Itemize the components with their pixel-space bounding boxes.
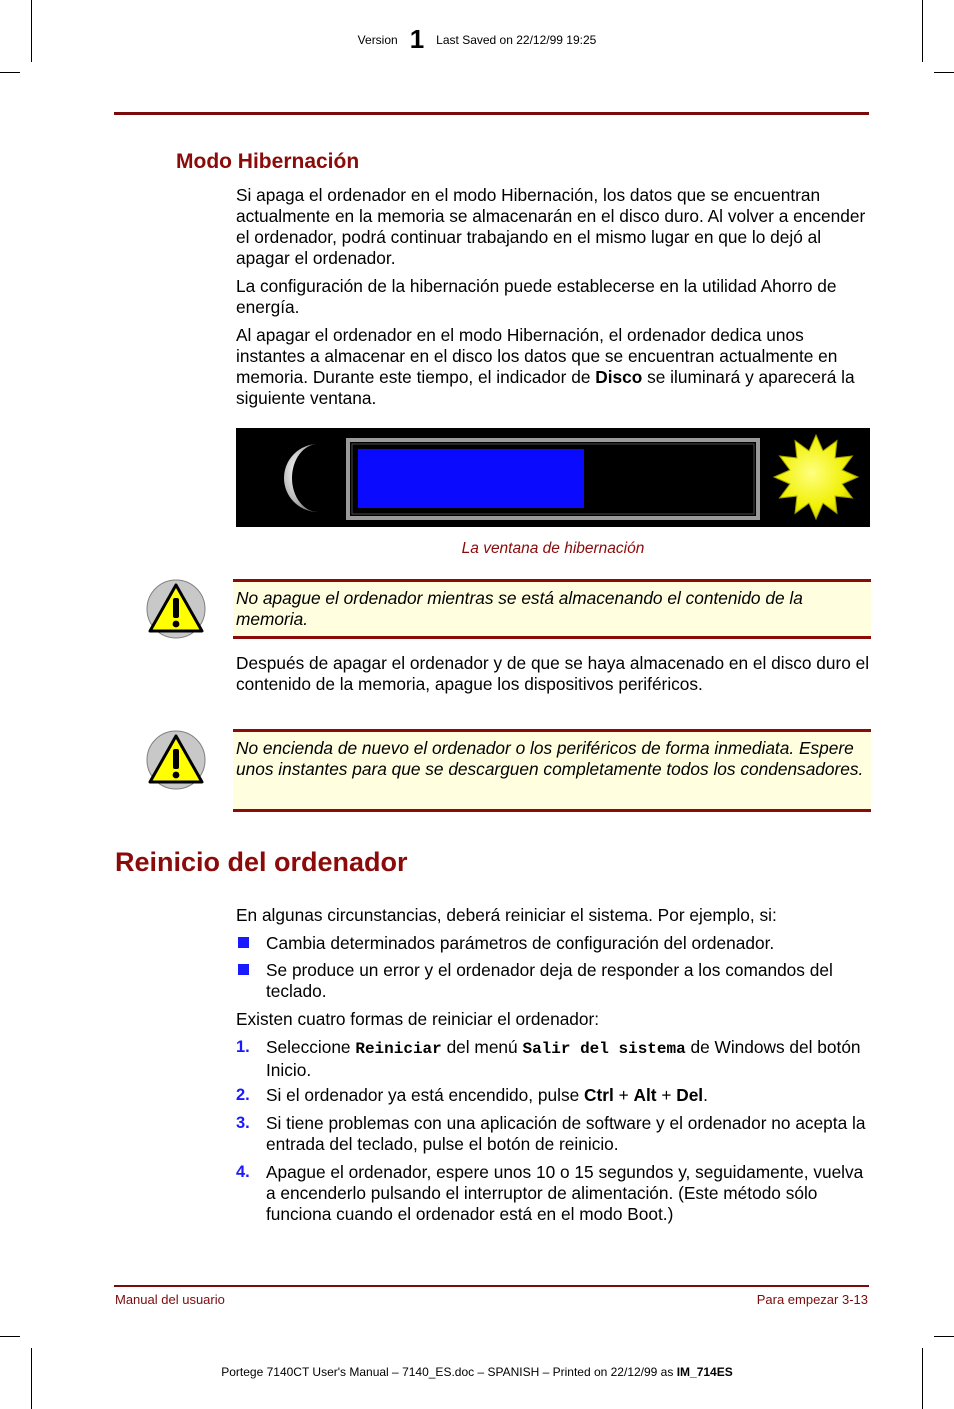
- paragraph: Existen cuatro formas de reiniciar el ordenador:: [236, 1009, 600, 1029]
- paragraph: Después de apagar el ordenador y de que se haya almacenado en el disco duro el contenido de la memoria, apague los dispositivos periféricos.: [236, 653, 870, 694]
- note-box: No encienda de nuevo el ordenador o los periféricos de forma inmediata. Espere unos instantes para que se descarguen completamente todos los condensadores.: [233, 729, 871, 812]
- header-rule: [114, 112, 869, 115]
- warning-icon: [146, 579, 206, 644]
- last-saved: Last Saved on 22/12/99 19:25: [436, 33, 597, 47]
- list-item: Cambia determinados parámetros de configuración del ordenador.: [266, 933, 775, 953]
- disk-indicator-term: Disco: [595, 367, 643, 387]
- footer-left: Manual del usuario: [115, 1292, 225, 1307]
- key-name: Ctrl: [584, 1085, 614, 1105]
- list-item: Si tiene problemas con una aplicación de software y el ordenador no acepta la entrada del teclado, pulse el botón de reinicio.: [266, 1113, 866, 1154]
- paragraph: Al apagar el ordenador en el modo Hibernación, el ordenador dedica unos instantes a almacenar en el disco los datos que se encuentran actualmente en memoria. Durante este tiempo, el indicador de Disco se iluminará y aparecerá la siguiente ventana.: [236, 325, 855, 408]
- paragraph: La configuración de la hibernación puede establecerse en la utilidad Ahorro de energía.: [236, 276, 837, 317]
- menu-command: Reiniciar: [355, 1040, 442, 1058]
- crop-mark: [0, 1336, 20, 1337]
- warning-icon: [146, 730, 206, 795]
- figure-caption: La ventana de hibernación: [461, 540, 645, 557]
- note-box: No apague el ordenador mientras se está almacenando el contenido de la memoria.: [233, 579, 871, 639]
- step-number: 3.: [236, 1114, 250, 1132]
- chapter-heading: Reinicio del ordenador: [115, 847, 408, 877]
- bullet-marker: [238, 964, 249, 975]
- list-item: Si el ordenador ya está encendido, pulse Ctrl + Alt + Del.: [266, 1085, 708, 1105]
- step-number: 1.: [236, 1038, 250, 1056]
- list-item: Seleccione Reiniciar del menú Salir del sistema de Windows del botón Inicio.: [266, 1037, 861, 1080]
- crop-mark: [934, 72, 954, 73]
- footer-rule: [114, 1285, 869, 1287]
- crop-mark: [0, 72, 20, 73]
- paragraph: Si apaga el ordenador en el modo Hibernación, los datos que se encuentran actualmente en la memoria se almacenarán en el disco duro. Al volver a encender el ordenador, podrá continuar trabajando en el mismo lugar en que lo dejó al apagar el ordenador.: [236, 185, 866, 268]
- bullet-marker: [238, 937, 249, 948]
- print-info: Portege 7140CT User's Manual – 7140_ES.doc – SPANISH – Printed on 22/12/99 as IM_714ES: [221, 1365, 733, 1379]
- crop-mark: [934, 1336, 954, 1337]
- hibernation-window-figure: [236, 428, 870, 527]
- page-header: [0, 24, 954, 55]
- progress-fill: [358, 449, 584, 508]
- progress-bar: [348, 440, 758, 518]
- section-heading: Modo Hibernación: [176, 150, 360, 173]
- key-name: Del: [676, 1085, 704, 1105]
- version-label: Version: [357, 33, 398, 47]
- footer-right: Para empezar 3-13: [756, 1292, 868, 1307]
- list-item: Apague el ordenador, espere unos 10 o 15 segundos y, seguidamente, vuelva a encenderlo pulsando el interruptor de alimentación. (Este método sólo funciona cuando el ordenador está en el modo Boot.): [266, 1162, 864, 1224]
- step-number: 2.: [236, 1086, 250, 1104]
- menu-name: Salir del sistema: [522, 1040, 686, 1058]
- paragraph: En algunas circunstancias, deberá reiniciar el sistema. Por ejemplo, si:: [236, 905, 777, 925]
- step-number: 4.: [236, 1163, 250, 1181]
- key-name: Alt: [633, 1085, 657, 1105]
- version-number: 1: [409, 24, 425, 54]
- list-item: Se produce un error y el ordenador deja de responder a los comandos del teclado.: [266, 960, 833, 1001]
